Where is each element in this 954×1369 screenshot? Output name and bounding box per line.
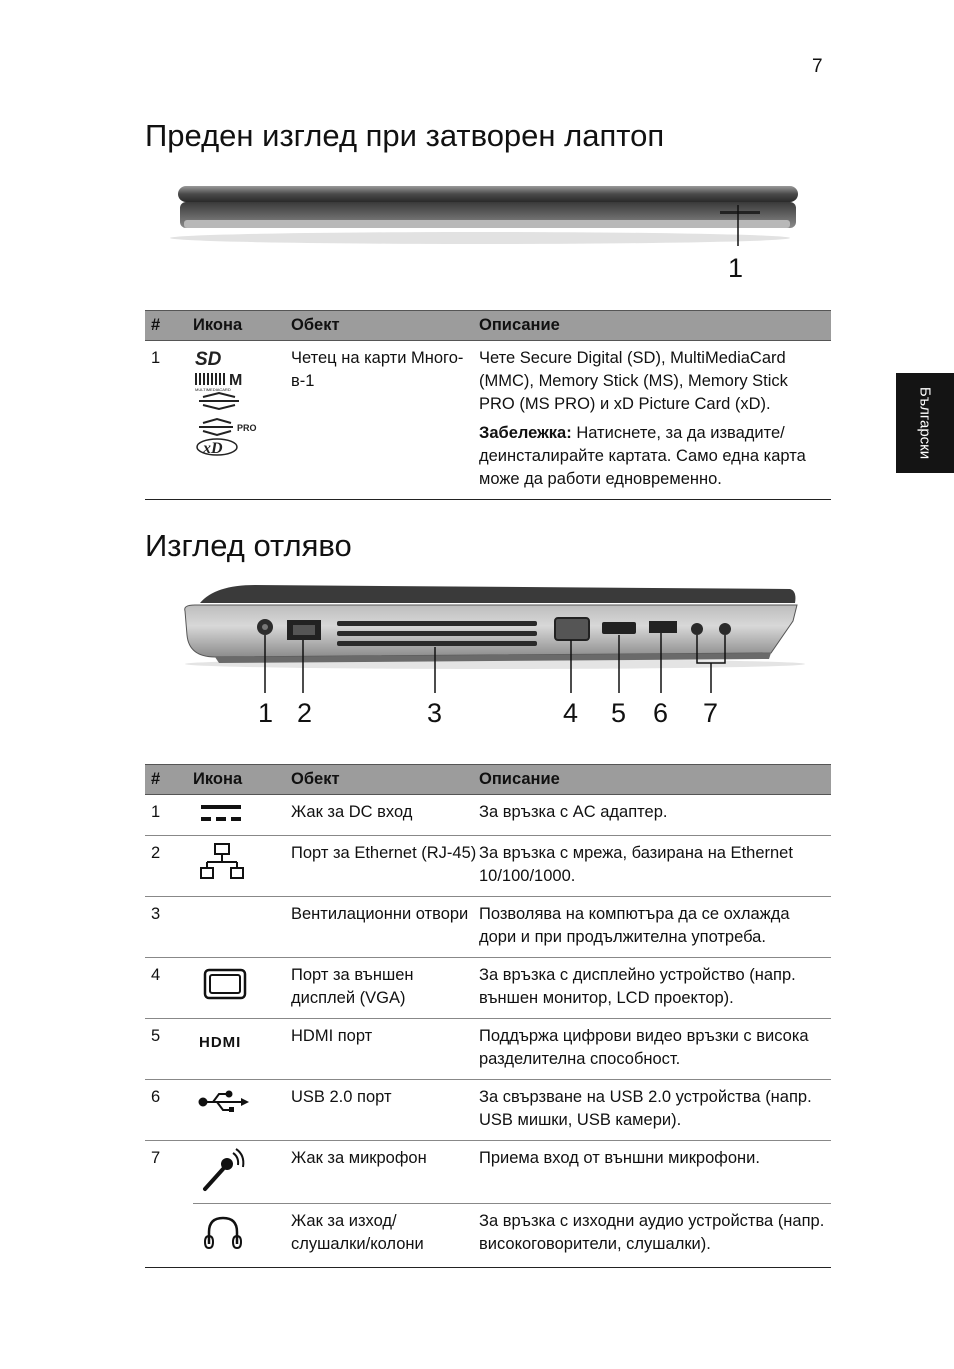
row-description: За връзка с дисплейно устройство (напр. външен монитор, LCD проектор). xyxy=(479,958,831,1019)
table-row xyxy=(145,897,831,958)
language-tab xyxy=(896,373,954,473)
row-object: Жак за микрофон xyxy=(291,1141,479,1204)
svg-text:SD: SD xyxy=(195,349,222,370)
note-label: Забележка: xyxy=(479,424,572,442)
hdmi-icon xyxy=(193,1025,263,1055)
section-title-left-view: Изглед отляво xyxy=(145,528,352,563)
note-text: Натиснете, за да извадите/деинсталирайте картата. Само една карта може да работи едновременно. xyxy=(479,424,806,488)
xd-text: xD xyxy=(203,440,223,457)
hdmi-icon-text: HDMI xyxy=(199,1034,242,1051)
row-object: HDMI порт xyxy=(291,1019,479,1080)
header-icon: Икона xyxy=(193,765,291,795)
row-object: USB 2.0 порт xyxy=(291,1080,479,1141)
table-row xyxy=(145,1080,831,1141)
row-num: 7 xyxy=(151,1149,161,1167)
table-row xyxy=(145,958,831,1019)
callout-1-front: 1 xyxy=(728,253,744,283)
language-tab-label: Български xyxy=(916,386,934,460)
row-description: Поддържа цифрови видео връзки с висока разделителна способност. xyxy=(479,1019,831,1080)
row-description: За връзка с AC адаптер. xyxy=(479,795,831,836)
front-view-table xyxy=(145,310,831,500)
row-num: 3 xyxy=(145,897,193,958)
header-object: Обект xyxy=(291,311,479,341)
row-num: 4 xyxy=(145,958,193,1019)
header-num: # xyxy=(145,765,193,795)
row-num: 6 xyxy=(145,1080,193,1141)
svg-text:M: M xyxy=(229,372,243,389)
header-icon: Икона xyxy=(193,311,291,341)
row-description: Приема вход от външни микрофони. xyxy=(479,1141,831,1204)
row-note xyxy=(479,422,827,491)
header-description: Описание xyxy=(479,765,831,795)
row-object: Порт за външен дисплей (VGA) xyxy=(291,958,479,1019)
row-num xyxy=(145,1204,193,1268)
ethernet-icon xyxy=(193,842,253,882)
row-num: 5 xyxy=(145,1019,193,1080)
row-object: Вентилационни отвори xyxy=(291,897,479,958)
callout-7: 7 xyxy=(703,698,719,728)
dc-in-icon xyxy=(193,801,253,827)
row-description-text: Чете Secure Digital (SD), MultiMediaCard (MMC), Memory Stick (MS), Memory Stick PRO (MS PRO) и xD Picture Card (xD). xyxy=(479,349,788,413)
header-object: Обект xyxy=(291,765,479,795)
card-reader-logos-icon xyxy=(193,347,263,457)
table-header-row xyxy=(145,765,831,795)
vga-icon xyxy=(193,964,253,1004)
page-number: 7 xyxy=(812,56,823,77)
section-title-front-view: Преден изглед при затворен лаптоп xyxy=(145,118,665,153)
row-icon-empty xyxy=(193,897,291,958)
callout-5: 5 xyxy=(611,698,627,728)
left-view-table xyxy=(145,764,831,1268)
mmc-text: MULTIMEDIACARD xyxy=(195,387,231,392)
header-description: Описание xyxy=(479,311,831,341)
microphone-icon xyxy=(193,1147,253,1195)
row-object: Жак за DC вход xyxy=(291,795,479,836)
row-num: 2 xyxy=(145,836,193,897)
row-description: За връзка с изходни аудио устройства (напр. високоговорители, слушалки). xyxy=(479,1204,831,1268)
table-row xyxy=(145,1204,831,1268)
row-object: Жак за изход/ слушалки/колони xyxy=(291,1204,479,1268)
table-row xyxy=(145,836,831,897)
laptop-front-closed-illustration xyxy=(160,180,810,250)
row-num: 1 xyxy=(145,795,193,836)
row-description: За свързване на USB 2.0 устройства (напр. USB мишки, USB камери). xyxy=(479,1080,831,1141)
row-description xyxy=(479,341,831,500)
table-row xyxy=(145,341,831,500)
callout-1: 1 xyxy=(258,698,274,728)
callout-3: 3 xyxy=(427,698,443,728)
table-header-row xyxy=(145,311,831,341)
headphones-icon xyxy=(193,1210,253,1254)
laptop-left-side-illustration xyxy=(175,575,815,695)
row-description: За връзка с мрежа, базирана на Ethernet 10/100/1000. xyxy=(479,836,831,897)
row-object: Четец на карти Много-в-1 xyxy=(291,341,479,500)
callout-6: 6 xyxy=(653,698,669,728)
pro-text: PRO xyxy=(237,423,257,433)
table-row xyxy=(145,795,831,836)
callout-2: 2 xyxy=(297,698,313,728)
row-description: Позволява на компютъра да се охлажда дори и при продължителна употреба. xyxy=(479,897,831,958)
row-num: 1 xyxy=(145,341,193,500)
table-row xyxy=(145,1141,831,1204)
header-num: # xyxy=(145,311,193,341)
table-row xyxy=(145,1019,831,1080)
usb-icon xyxy=(193,1086,253,1118)
row-object: Порт за Ethernet (RJ-45) xyxy=(291,836,479,897)
callout-4: 4 xyxy=(563,698,579,728)
